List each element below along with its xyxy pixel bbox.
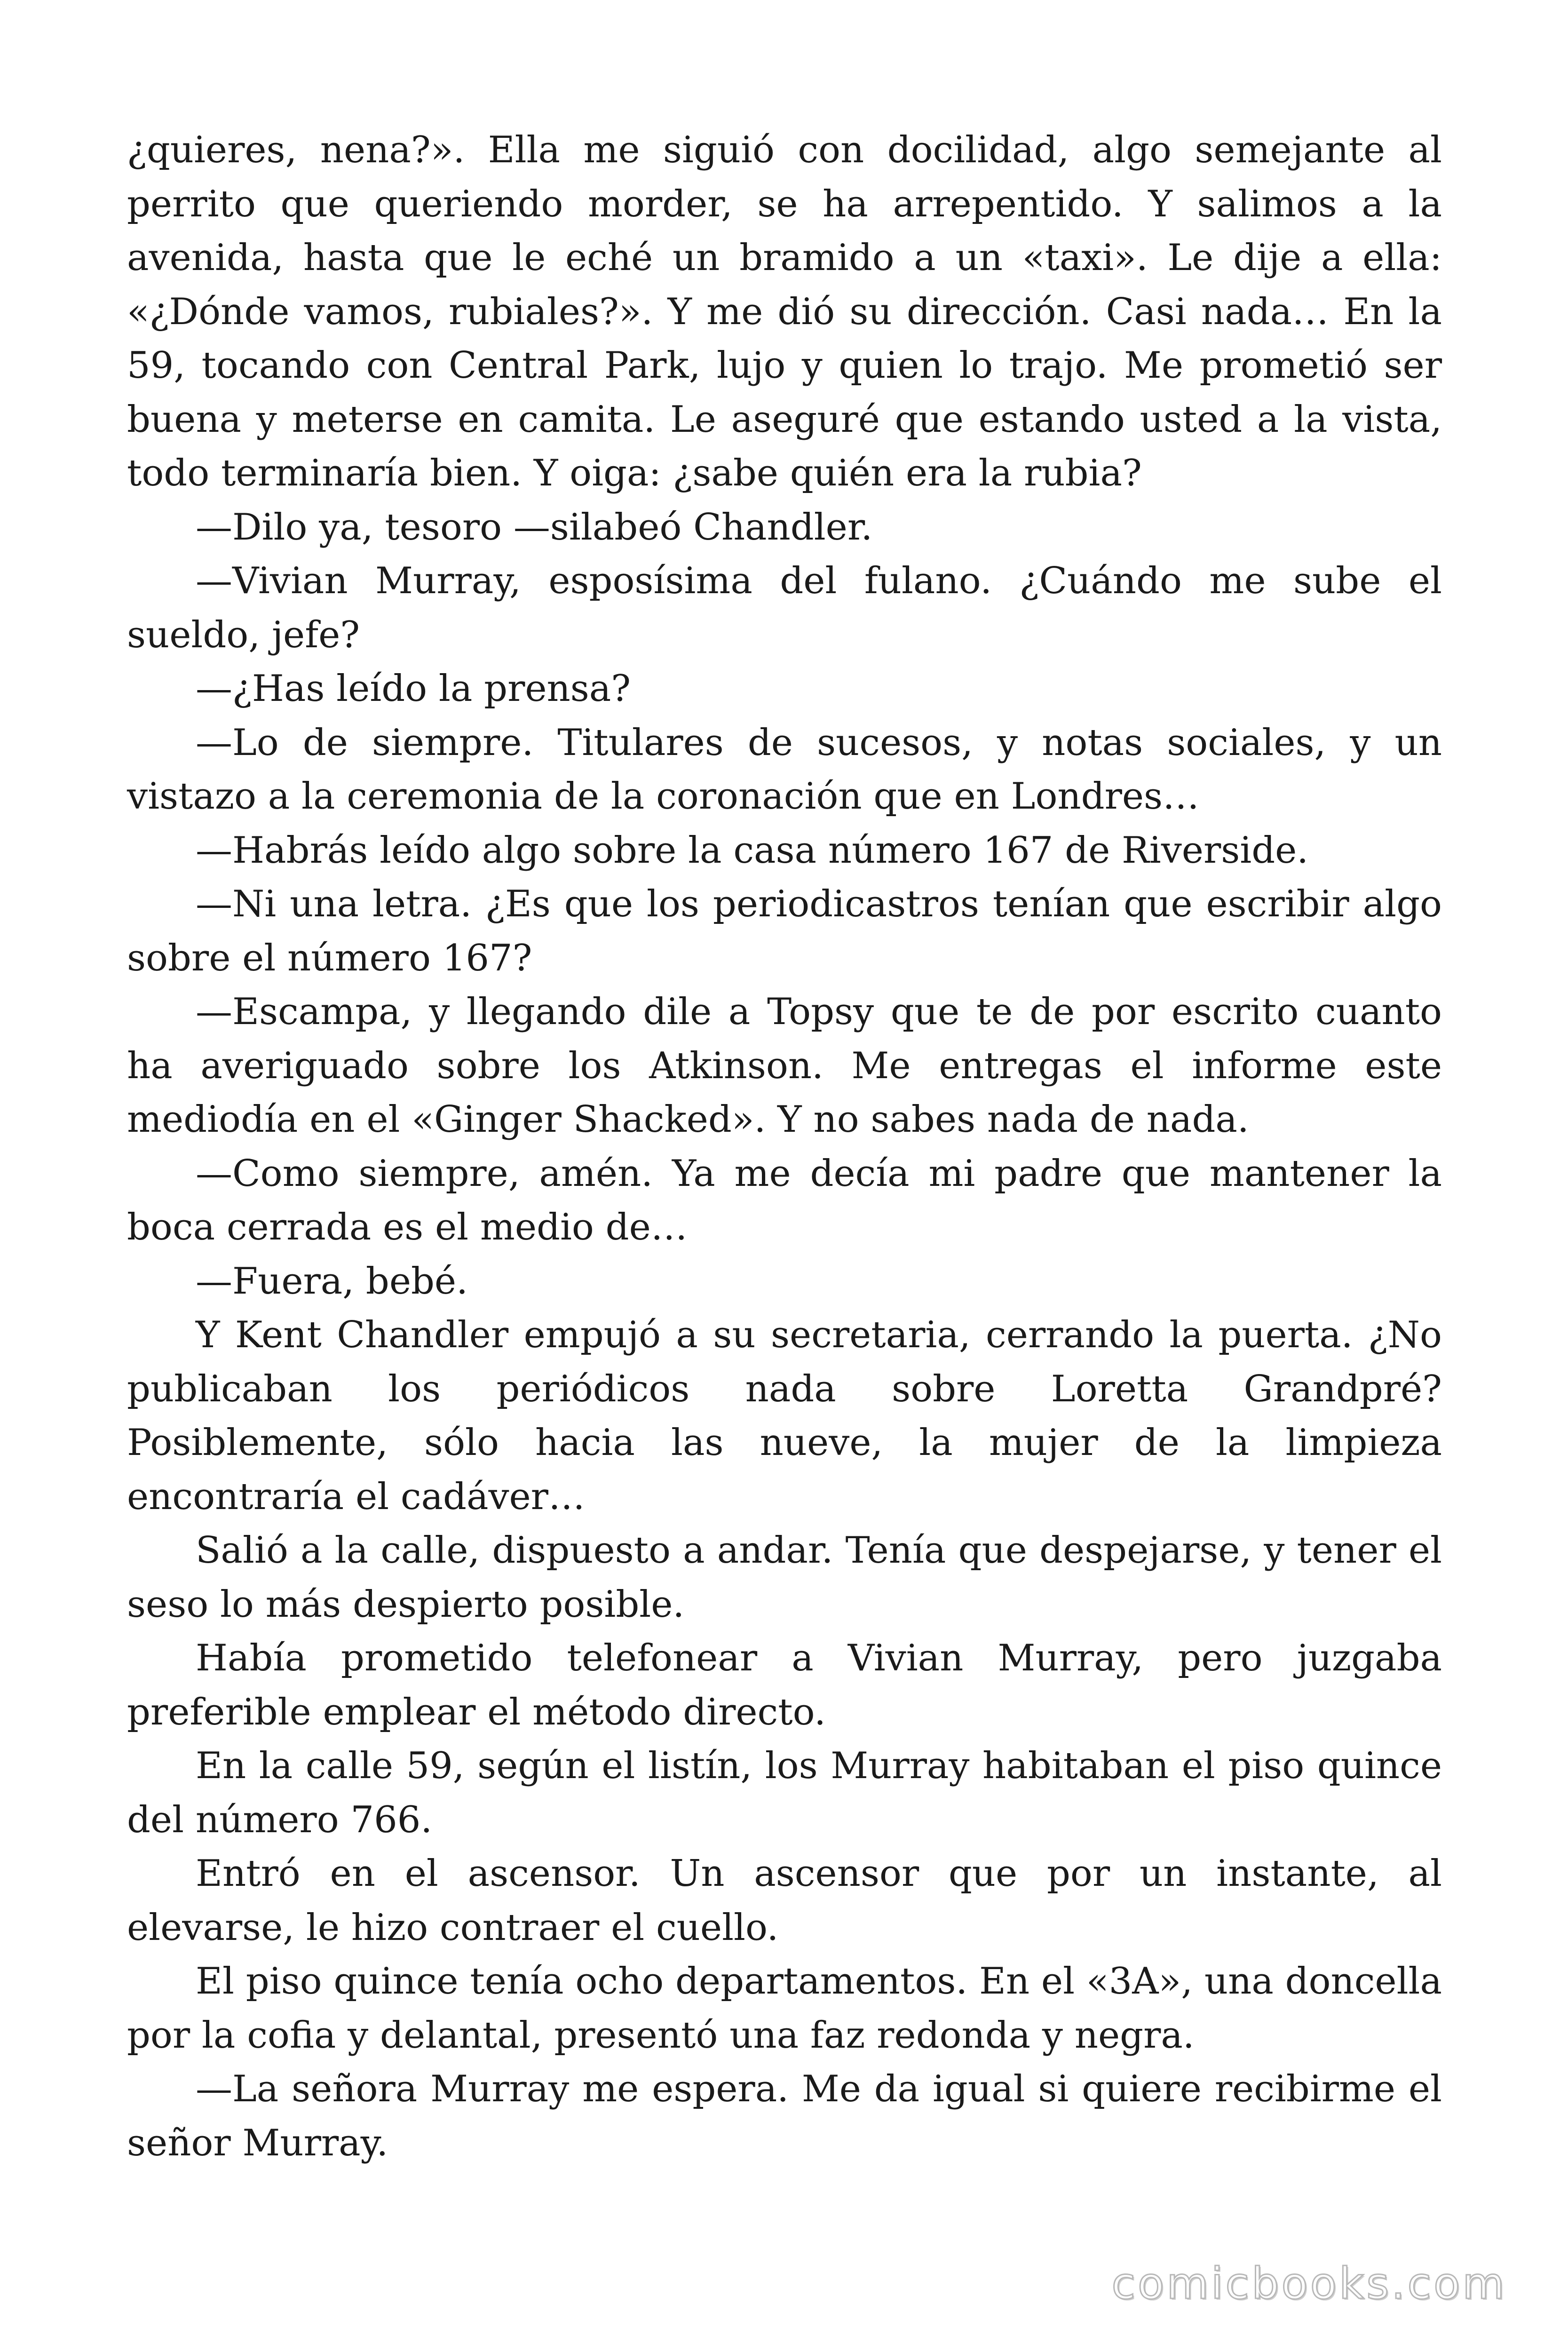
body-text bbox=[127, 123, 1442, 2170]
paragraph: Había prometido telefonear a Vivian Murray, pero juzgaba preferible emplear el método directo. bbox=[127, 1637, 1442, 1733]
paragraph: —Habrás leído algo sobre la casa número 167 de Riverside. bbox=[196, 829, 1309, 872]
paragraph: Entró en el ascensor. Un ascensor que por un instante, al elevarse, le hizo contraer el cuello. bbox=[127, 1852, 1442, 1949]
paragraph: —Como siempre, amén. Ya me decía mi padre que mantener la boca cerrada es el medio de… bbox=[127, 1152, 1442, 1248]
paragraph: Y Kent Chandler empujó a su secretaria, cerrando la puerta. ¿No publicaban los periódicos nada sobre Loretta Grandpré? Posiblemente, sólo hacia las nueve, la mujer de la limpieza encontraría el cadáver… bbox=[127, 1314, 1442, 1518]
paragraph: —Lo de siempre. Titulares de sucesos, y notas sociales, y un vistazo a la ceremonia de la coronación que en Londres… bbox=[127, 721, 1442, 818]
paragraph: ¿quieres, nena?». Ella me siguió con docilidad, algo semejante al perrito que queriendo morder, se ha arrepentido. Y salimos a la avenida, hasta que le eché un bramido a un «taxi». Le dije a ella: «¿Dónde vamos, rubiales?». Y me dió su dirección. Casi nada… En la 59, tocando con Central Park, lujo y quien lo trajo. Me prometió ser buena y meterse en camita. Le aseguré que estando usted a la vista, todo terminaría bien. Y oiga: ¿sabe quién era la rubia? bbox=[127, 129, 1442, 494]
paragraph: —Ni una letra. ¿Es que los periodicastros tenían que escribir algo sobre el número 167? bbox=[127, 883, 1442, 979]
paragraph: —¿Has leído la prensa? bbox=[196, 667, 631, 710]
paragraph: —La señora Murray me espera. Me da igual si quiere recibirme el señor Murray. bbox=[127, 2068, 1442, 2164]
paragraph: —Vivian Murray, esposísima del fulano. ¿Cuándo me sube el sueldo, jefe? bbox=[127, 560, 1442, 656]
paragraph: —Fuera, bebé. bbox=[196, 1260, 468, 1303]
paragraph: —Dilo ya, tesoro —silabeó Chandler. bbox=[196, 506, 873, 548]
paragraph: El piso quince tenía ocho departamentos. En el «3A», una doncella por la cofia y delantal, presentó una faz redonda y negra. bbox=[127, 1960, 1442, 2057]
watermark: comicbooks.com bbox=[1111, 2258, 1507, 2309]
paragraph: En la calle 59, según el listín, los Murray habitaban el piso quince del número 766. bbox=[127, 1745, 1442, 1841]
paragraph: —Escampa, y llegando dile a Topsy que te de por escrito cuanto ha averiguado sobre los Atkinson. Me entregas el informe este mediodía en el «Ginger Shacked». Y no sabes nada de nada. bbox=[127, 991, 1442, 1141]
paragraph: Salió a la calle, dispuesto a andar. Tenía que despejarse, y tener el seso lo más despierto posible. bbox=[127, 1529, 1442, 1626]
